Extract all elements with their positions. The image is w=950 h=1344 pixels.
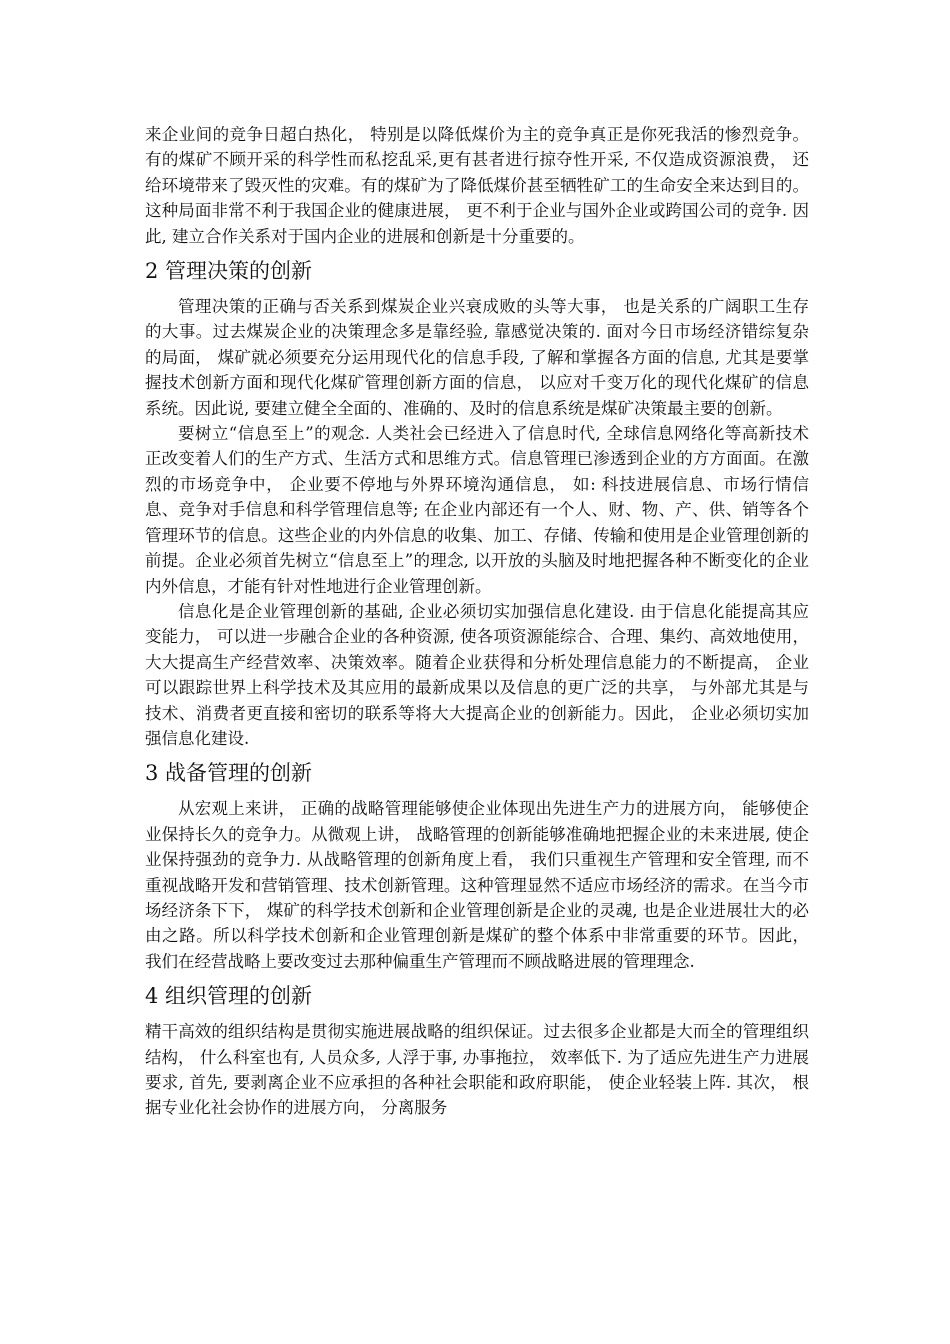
paragraph: 信息化是企业管理创新的基础, 企业必须切实加强信息化建设. 由于信息化能提高其应变能力， 可以进一步融合企业的各种资源, 使各项资源能综合、合理、集约、高效地使用， 大大提高生产经营效率、决策效率。随着企业获得和分析处理信息能力的不断提高， 企业可以跟踪世界上科学技术及其应用的最新成果以及信息的更广泛的共享， 与外部尤其是与技术、消费者更直接和密切的联系等将大大提高企业的创新能力。因此， 企业必须切实加强信息化建设.	[145, 601, 809, 748]
section-heading: 3 战备管理的创新	[145, 761, 313, 786]
paragraph: 精干高效的组织结构是贯彻实施进展战略的组织保证。过去很多企业都是大而全的管理组织结构， 什么科室也有, 人员众多, 人浮于事, 办事拖拉， 效率低下. 为了适应先进生产力进展要求, 首先, 要剥离企业不应承担的各种社会职能和政府职能， 使企业轻装上阵. 其次， 根据专业化社会协作的进展方向， 分离服务	[145, 1022, 809, 1118]
section-strategy-innovation	[145, 758, 809, 974]
paragraph: 管理决策的正确与否关系到煤炭企业兴衰成败的头等大事， 也是关系的广阔职工生存的大事。过去煤炭企业的决策理念多是靠经验, 靠感觉决策的. 面对今日市场经济错综复杂的局面， 煤矿就必须要充分运用现代化的信息手段, 了解和掌握各方面的信息, 尤其是要掌握技术创新方面和现代化煤矿管理创新方面的信息， 以应对千变万化的现代化煤矿的信息系统。因此说, 要建立健全全面的、准确的、及时的信息系统是煤矿决策最主要的创新。	[145, 297, 809, 418]
paragraph: 要树立“信息至上”的观念. 人类社会已经进入了信息时代, 全球信息网络化等高新技术正改变着人们的生产方式、生活方式和思维方式。信息管理已渗透到企业的方方面面。在激烈的市场竞争中， 企业要不停地与外界环境沟通信息， 如: 科技进展信息、市场行情信息、竞争对手信息和科学管理信息等; 在企业内部还有一个人、财、物、产、供、销等各个管理环节的信息。这些企业的内外信息的收集、加工、存储、传输和使用是企业管理创新的前提。企业必须首先树立“信息至上”的理念, 以开放的头脑及时地把握各种不断变化的企业内外信息，才能有针对性地进行企业管理创新。	[145, 424, 809, 596]
section-heading: 4 组织管理的创新	[145, 984, 313, 1009]
paragraph: 来企业间的竞争日超白热化， 特别是以降低煤价为主的竞争真正是你死我活的惨烈竞争。有的煤矿不顾开采的科学性而私挖乱采,更有甚者进行掠夺性开采, 不仅造成资源浪费， 还给环境带来了毁灭性的灾难。有的煤矿为了降低煤价甚至牺牲矿工的生命安全来达到目的。这种局面非常不利于我国企业的健康进展， 更不利于企业与国外企业或跨国公司的竞争. 因此, 建立合作关系对于国内企业的进展和创新是十分重要的。	[145, 125, 809, 246]
section-intro	[145, 122, 809, 249]
section-heading: 2 管理决策的创新	[145, 259, 313, 284]
document-page	[145, 122, 809, 1121]
section-organization-innovation	[145, 981, 809, 1121]
paragraph: 从宏观上来讲， 正确的战略管理能够使企业体现出先进生产力的进展方向， 能够使企业保持长久的竞争力。从微观上讲， 战略管理的创新能够准确地把握企业的未来进展, 使企业保持强劲的竞争力. 从战略管理的创新角度上看， 我们只重视生产管理和安全管理, 而不重视战略开发和营销管理、技术创新管理。这种管理显然不适应市场经济的需求。在当今市场经济条下下， 煤矿的科学技术创新和企业管理创新是企业的灵魂, 也是企业进展壮大的必由之路。所以科学技术创新和企业管理创新是煤矿的整个体系中非常重要的环节。因此， 我们在经营战略上要改变过去那种偏重生产管理而不顾战略进展的管理理念.	[145, 799, 809, 971]
section-decision-innovation	[145, 256, 809, 751]
